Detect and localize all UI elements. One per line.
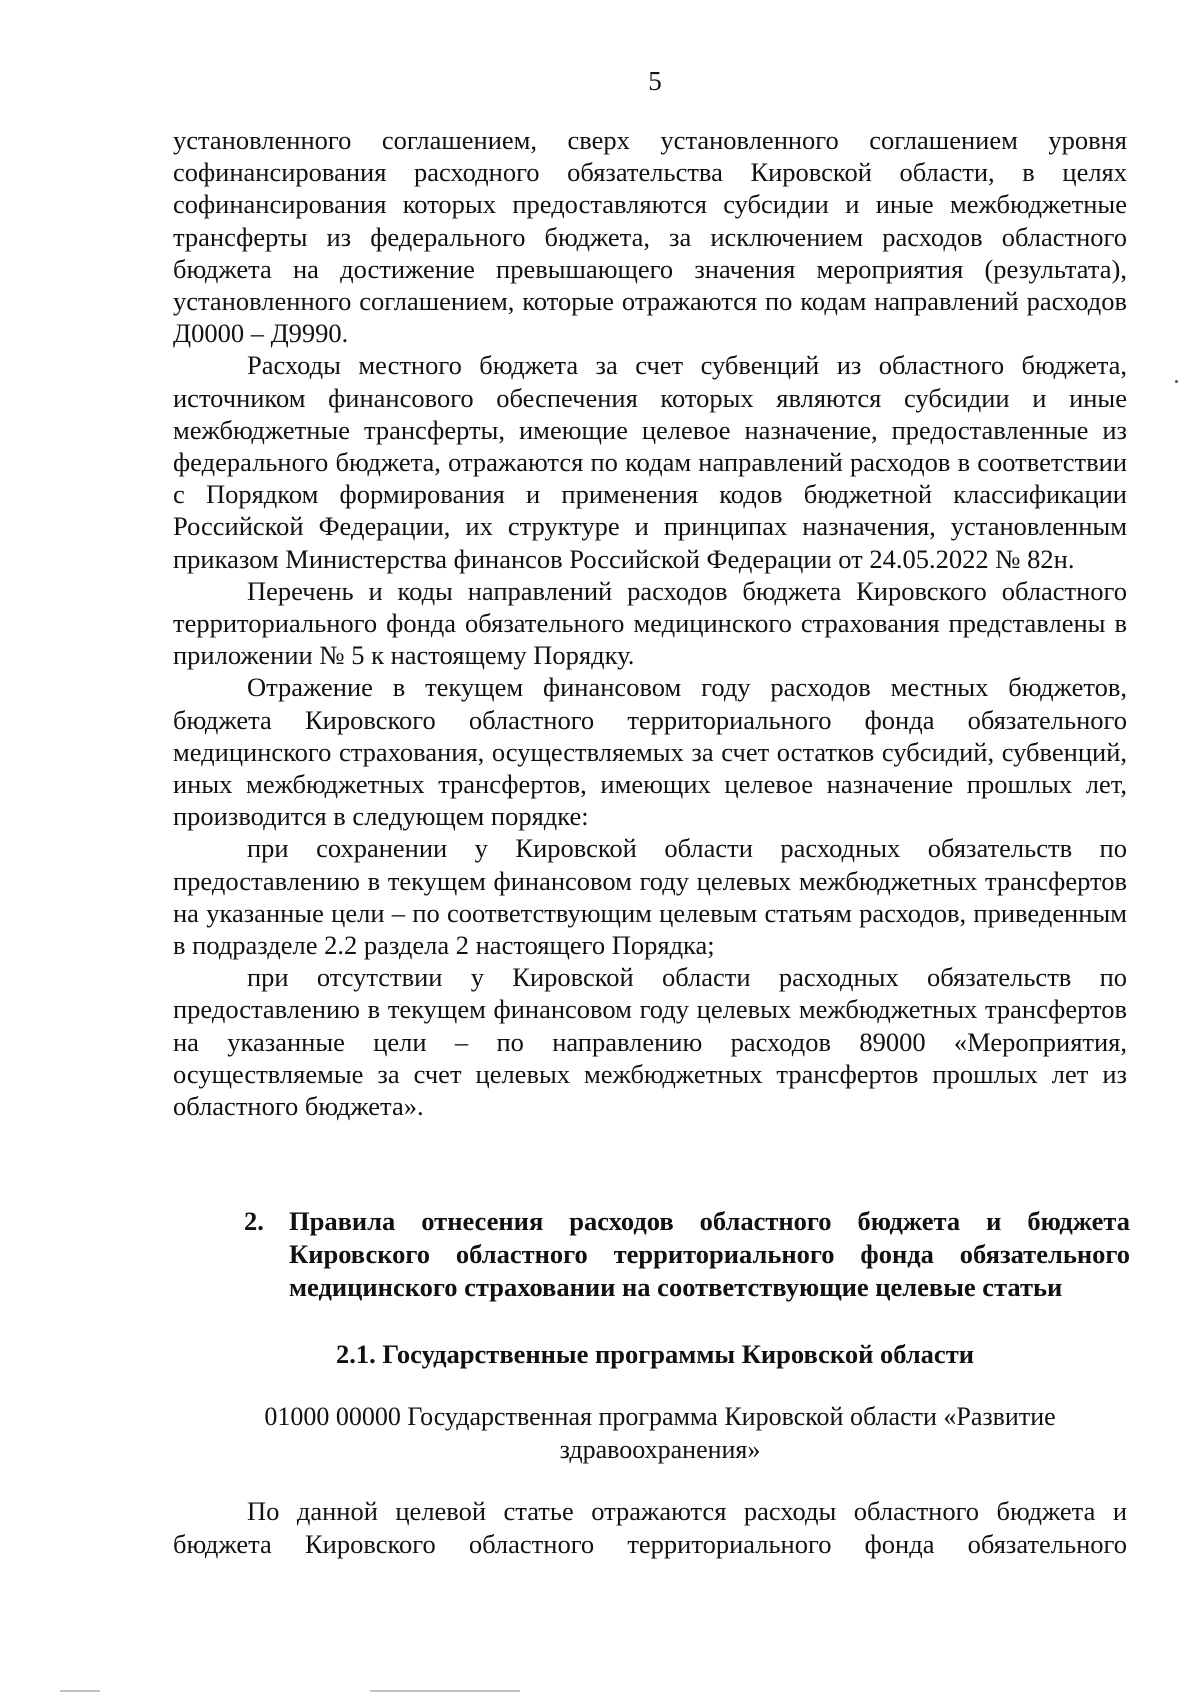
- final-paragraph: [173, 1495, 1127, 1561]
- subsection-heading: 2.1. Государственные программы Кировской области: [336, 1339, 974, 1369]
- paragraph-case-retained: при сохранении у Кировской области расходных обязательств по предоставлению в текущем финансовом году целевых межбюджетных трансфертов на указанные цели – по соответствующим целевым статьям расходов, приведенным в подразделе 2.2 раздела 2 настоящего Порядка;: [173, 833, 1127, 961]
- program-title: [210, 1400, 1110, 1466]
- scan-artifact: [370, 1690, 520, 1692]
- paragraph-case-absent: при отсутствии у Кировской области расходных обязательств по предоставлению в текущем финансовом году целевых межбюджетных трансфертов на указанные цели – по направлению расходов 89000 «Мероприятия, осуществляемые за счет целевых межбюджетных трансфертов прошлых лет из областного бюджета».: [173, 962, 1127, 1122]
- body-text: [173, 124, 1127, 1122]
- scan-speck: [1175, 380, 1178, 383]
- section-number: 2.: [244, 1206, 264, 1236]
- program-title-line-2: здравоохранения»: [559, 1435, 761, 1464]
- section-heading: [244, 1205, 1130, 1304]
- paragraph-continuation: установленного соглашением, сверх установленного соглашением уровня софинансирования расходного обязательства Кировской области, в целях софинансирования которых предоставляются субсидии и иные межбюджетные трансферты из федерального бюджета, за исключением расходов областного бюджета на достижение превышающего значения мероприятия (результата), установленного соглашением, которые отражаются по кодам направлений расходов Д0000 – Д9990.: [173, 125, 1127, 349]
- page-number: 5: [648, 66, 662, 96]
- paragraph-fund-list: Перечень и коды направлений расходов бюджета Кировского областного территориального фонда обязательного медицинского страхования представлены в приложении № 5 к настоящему Порядку.: [173, 575, 1127, 671]
- paragraph-reflection: Отражение в текущем финансовом году расходов местных бюджетов, бюджета Кировского областного территориального фонда обязательного медицинского страхования, осуществляемых за счет остатков субсидий, субвенций, иных межбюджетных трансфертов, имеющих целевое назначение прошлых лет, производится в следующем порядке:: [173, 672, 1127, 832]
- paragraph-target-article: По данной целевой статье отражаются расходы областного бюджета и бюджета Кировского областного территориального фонда обязательного: [173, 1496, 1127, 1559]
- program-title-line-1: 01000 00000 Государственная программа Кировской области «Развитие: [264, 1402, 1056, 1431]
- section-title: Правила отнесения расходов областного бюджета и бюджета Кировского областного территориального фонда обязательного медицинского страховании на соответствующие целевые статьи: [289, 1206, 1130, 1302]
- paragraph-subventions: Расходы местного бюджета за счет субвенций из областного бюджета, источником финансового обеспечения которых являются субсидии и иные межбюджетные трансферты, имеющие целевое назначение, предоставленные из федерального бюджета, отражаются по кодам направлений расходов в соответствии с Порядком формирования и применения кодов бюджетной классификации Российской Федерации, их структуре и принципах назначения, установленным приказом Министерства финансов Российской Федерации от 24.05.2022 № 82н.: [173, 350, 1127, 574]
- scan-artifact: [60, 1690, 100, 1692]
